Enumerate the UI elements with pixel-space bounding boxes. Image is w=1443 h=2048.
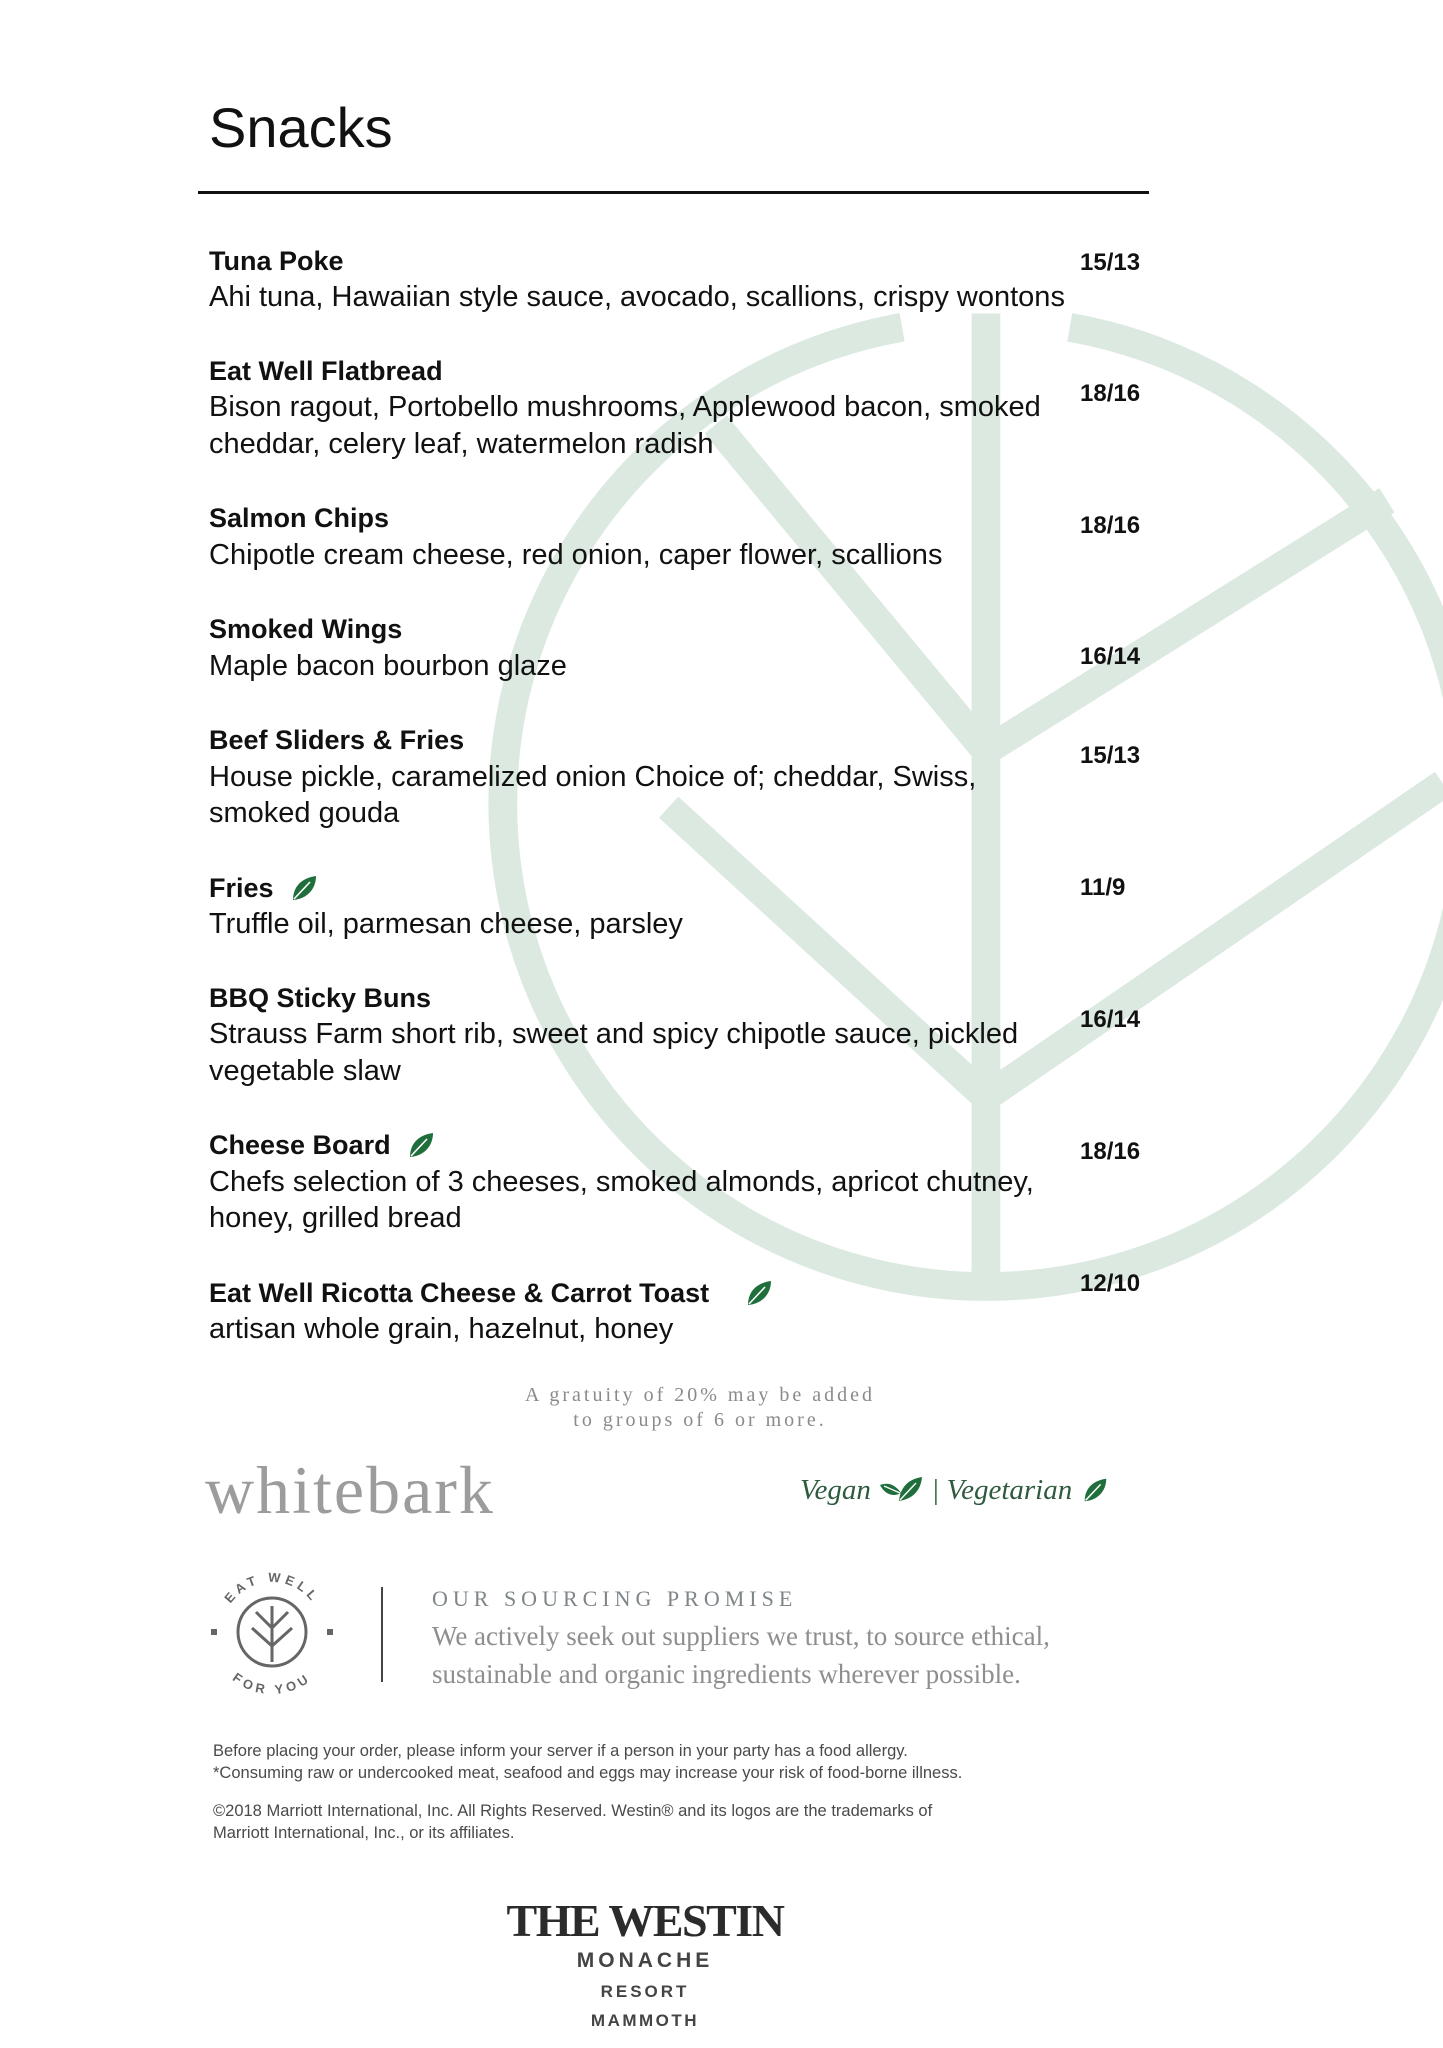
menu-item-salmon-chips xyxy=(209,500,1079,573)
item-name: Salmon Chips xyxy=(209,503,390,534)
item-name-row xyxy=(209,870,1079,907)
fine-print-line: *Consuming raw or undercooked meat, seafood and eggs may increase your risk of food-borne illness. xyxy=(213,1764,963,1782)
hotel-logo-line: MONACHE xyxy=(576,1949,714,1972)
item-description: Truffle oil, parmesan cheese, parsley xyxy=(209,908,683,941)
item-price: 15/13 xyxy=(1080,248,1141,276)
item-price: 18/16 xyxy=(1080,380,1141,408)
vegetarian-leaf-icon xyxy=(1080,1475,1110,1505)
fine-print-line: Before placing your order, please inform your server if a person in your party has a food allergy. xyxy=(213,1742,908,1760)
item-description: honey, grilled bread xyxy=(209,1202,462,1235)
item-name-row xyxy=(209,1275,1079,1312)
gratuity-line: to groups of 6 or more. xyxy=(573,1408,827,1431)
item-description: Chefs selection of 3 cheeses, smoked almonds, apricot chutney, xyxy=(209,1165,1034,1198)
eat-well-badge-icon xyxy=(202,1562,342,1702)
tree-in-circle-icon xyxy=(238,1598,306,1666)
menu-item-bbq-sticky-buns xyxy=(209,980,1079,1090)
sourcing-heading: OUR SOURCING PROMISE xyxy=(432,1586,798,1611)
item-name: Tuna Poke xyxy=(209,245,344,276)
sourcing-text xyxy=(432,1617,1050,1693)
vegetarian-leaf-icon xyxy=(405,1129,437,1161)
item-description: vegetable slaw xyxy=(209,1054,401,1087)
item-description: Maple bacon bourbon glaze xyxy=(209,649,567,682)
item-name: Beef Sliders & Fries xyxy=(209,725,465,756)
vegetarian-label: | Vegetarian xyxy=(931,1474,1073,1506)
gratuity-note xyxy=(450,1383,950,1433)
badge-divider xyxy=(381,1587,383,1682)
item-price: 16/14 xyxy=(1080,1006,1141,1033)
item-description: Ahi tuna, Hawaiian style sauce, avocado, scallions, crispy wontons xyxy=(209,281,1065,314)
item-description: Strauss Farm short rib, sweet and spicy chipotle sauce, pickled xyxy=(209,1018,1019,1051)
restaurant-logo: whitebark xyxy=(205,1452,495,1528)
item-description: artisan whole grain, hazelnut, honey xyxy=(209,1313,674,1346)
badge-bottom-text: FOR YOU xyxy=(230,1669,314,1698)
item-description: Chipotle cream cheese, red onion, caper flower, scallions xyxy=(209,538,943,571)
item-price: 11/9 xyxy=(1080,874,1126,901)
item-description: cheddar, celery leaf, watermelon radish xyxy=(209,427,714,460)
title-divider xyxy=(198,191,1149,194)
item-price: 12/10 xyxy=(1080,1269,1141,1297)
item-description: Bison ragout, Portobello mushrooms, Applewood bacon, smoked xyxy=(209,391,1041,424)
hotel-logo-name: THE WESTIN xyxy=(506,1894,784,1946)
item-name: Smoked Wings xyxy=(209,614,403,645)
gratuity-line: A gratuity of 20% may be added xyxy=(525,1383,875,1406)
vegan-label: Vegan xyxy=(800,1474,871,1506)
badge-top-text: EAT WELL xyxy=(221,1569,323,1606)
menu-item-ricotta-carrot-toast xyxy=(209,1275,1079,1348)
menu-item-cheese-board xyxy=(209,1127,1079,1237)
section-title: Snacks xyxy=(209,96,393,159)
item-name: BBQ Sticky Buns xyxy=(209,982,432,1013)
fine-print-line: ©2018 Marriott International, Inc. All Rights Reserved. Westin® and its logos are the trademarks of xyxy=(213,1802,933,1820)
svg-text:FOR YOU xyxy=(230,1670,314,1698)
menu-item-fries xyxy=(209,870,1079,943)
item-price: 15/13 xyxy=(1080,742,1141,770)
copyright-notice xyxy=(213,1800,932,1844)
vegan-double-leaf-icon xyxy=(878,1473,924,1505)
menu-item-beef-sliders xyxy=(209,722,1079,832)
item-price: 16/14 xyxy=(1080,643,1141,670)
hotel-logo-line: MAMMOTH xyxy=(590,2011,700,2030)
svg-text:EAT WELL xyxy=(221,1570,323,1606)
allergy-notice xyxy=(213,1740,962,1784)
item-price: 18/16 xyxy=(1080,512,1141,540)
vegetarian-leaf-icon xyxy=(288,872,320,904)
item-price: 18/16 xyxy=(1080,1138,1141,1165)
menu-item-tuna-poke xyxy=(209,243,1079,316)
sourcing-line: We actively seek out suppliers we trust, to source ethical, xyxy=(432,1620,1050,1651)
menu-item-eat-well-flatbread xyxy=(209,353,1079,463)
sourcing-line: sustainable and organic ingredients wherever possible. xyxy=(432,1658,1021,1689)
item-description: House pickle, caramelized onion Choice of; cheddar, Swiss, xyxy=(209,760,977,793)
item-name: Cheese Board xyxy=(209,1130,391,1161)
hotel-logo-line: RESORT xyxy=(600,1982,690,2001)
vegetarian-leaf-icon xyxy=(743,1277,775,1309)
fine-print-line: Marriott International, Inc., or its affiliates. xyxy=(213,1824,515,1842)
dietary-legend xyxy=(800,1472,1110,1508)
item-name: Eat Well Ricotta Cheese & Carrot Toast xyxy=(209,1277,710,1308)
item-name: Eat Well Flatbread xyxy=(209,355,443,386)
item-name-row xyxy=(209,1127,1079,1164)
item-name: Fries xyxy=(209,872,274,903)
menu-item-smoked-wings xyxy=(209,611,1079,684)
item-description: smoked gouda xyxy=(209,797,400,830)
